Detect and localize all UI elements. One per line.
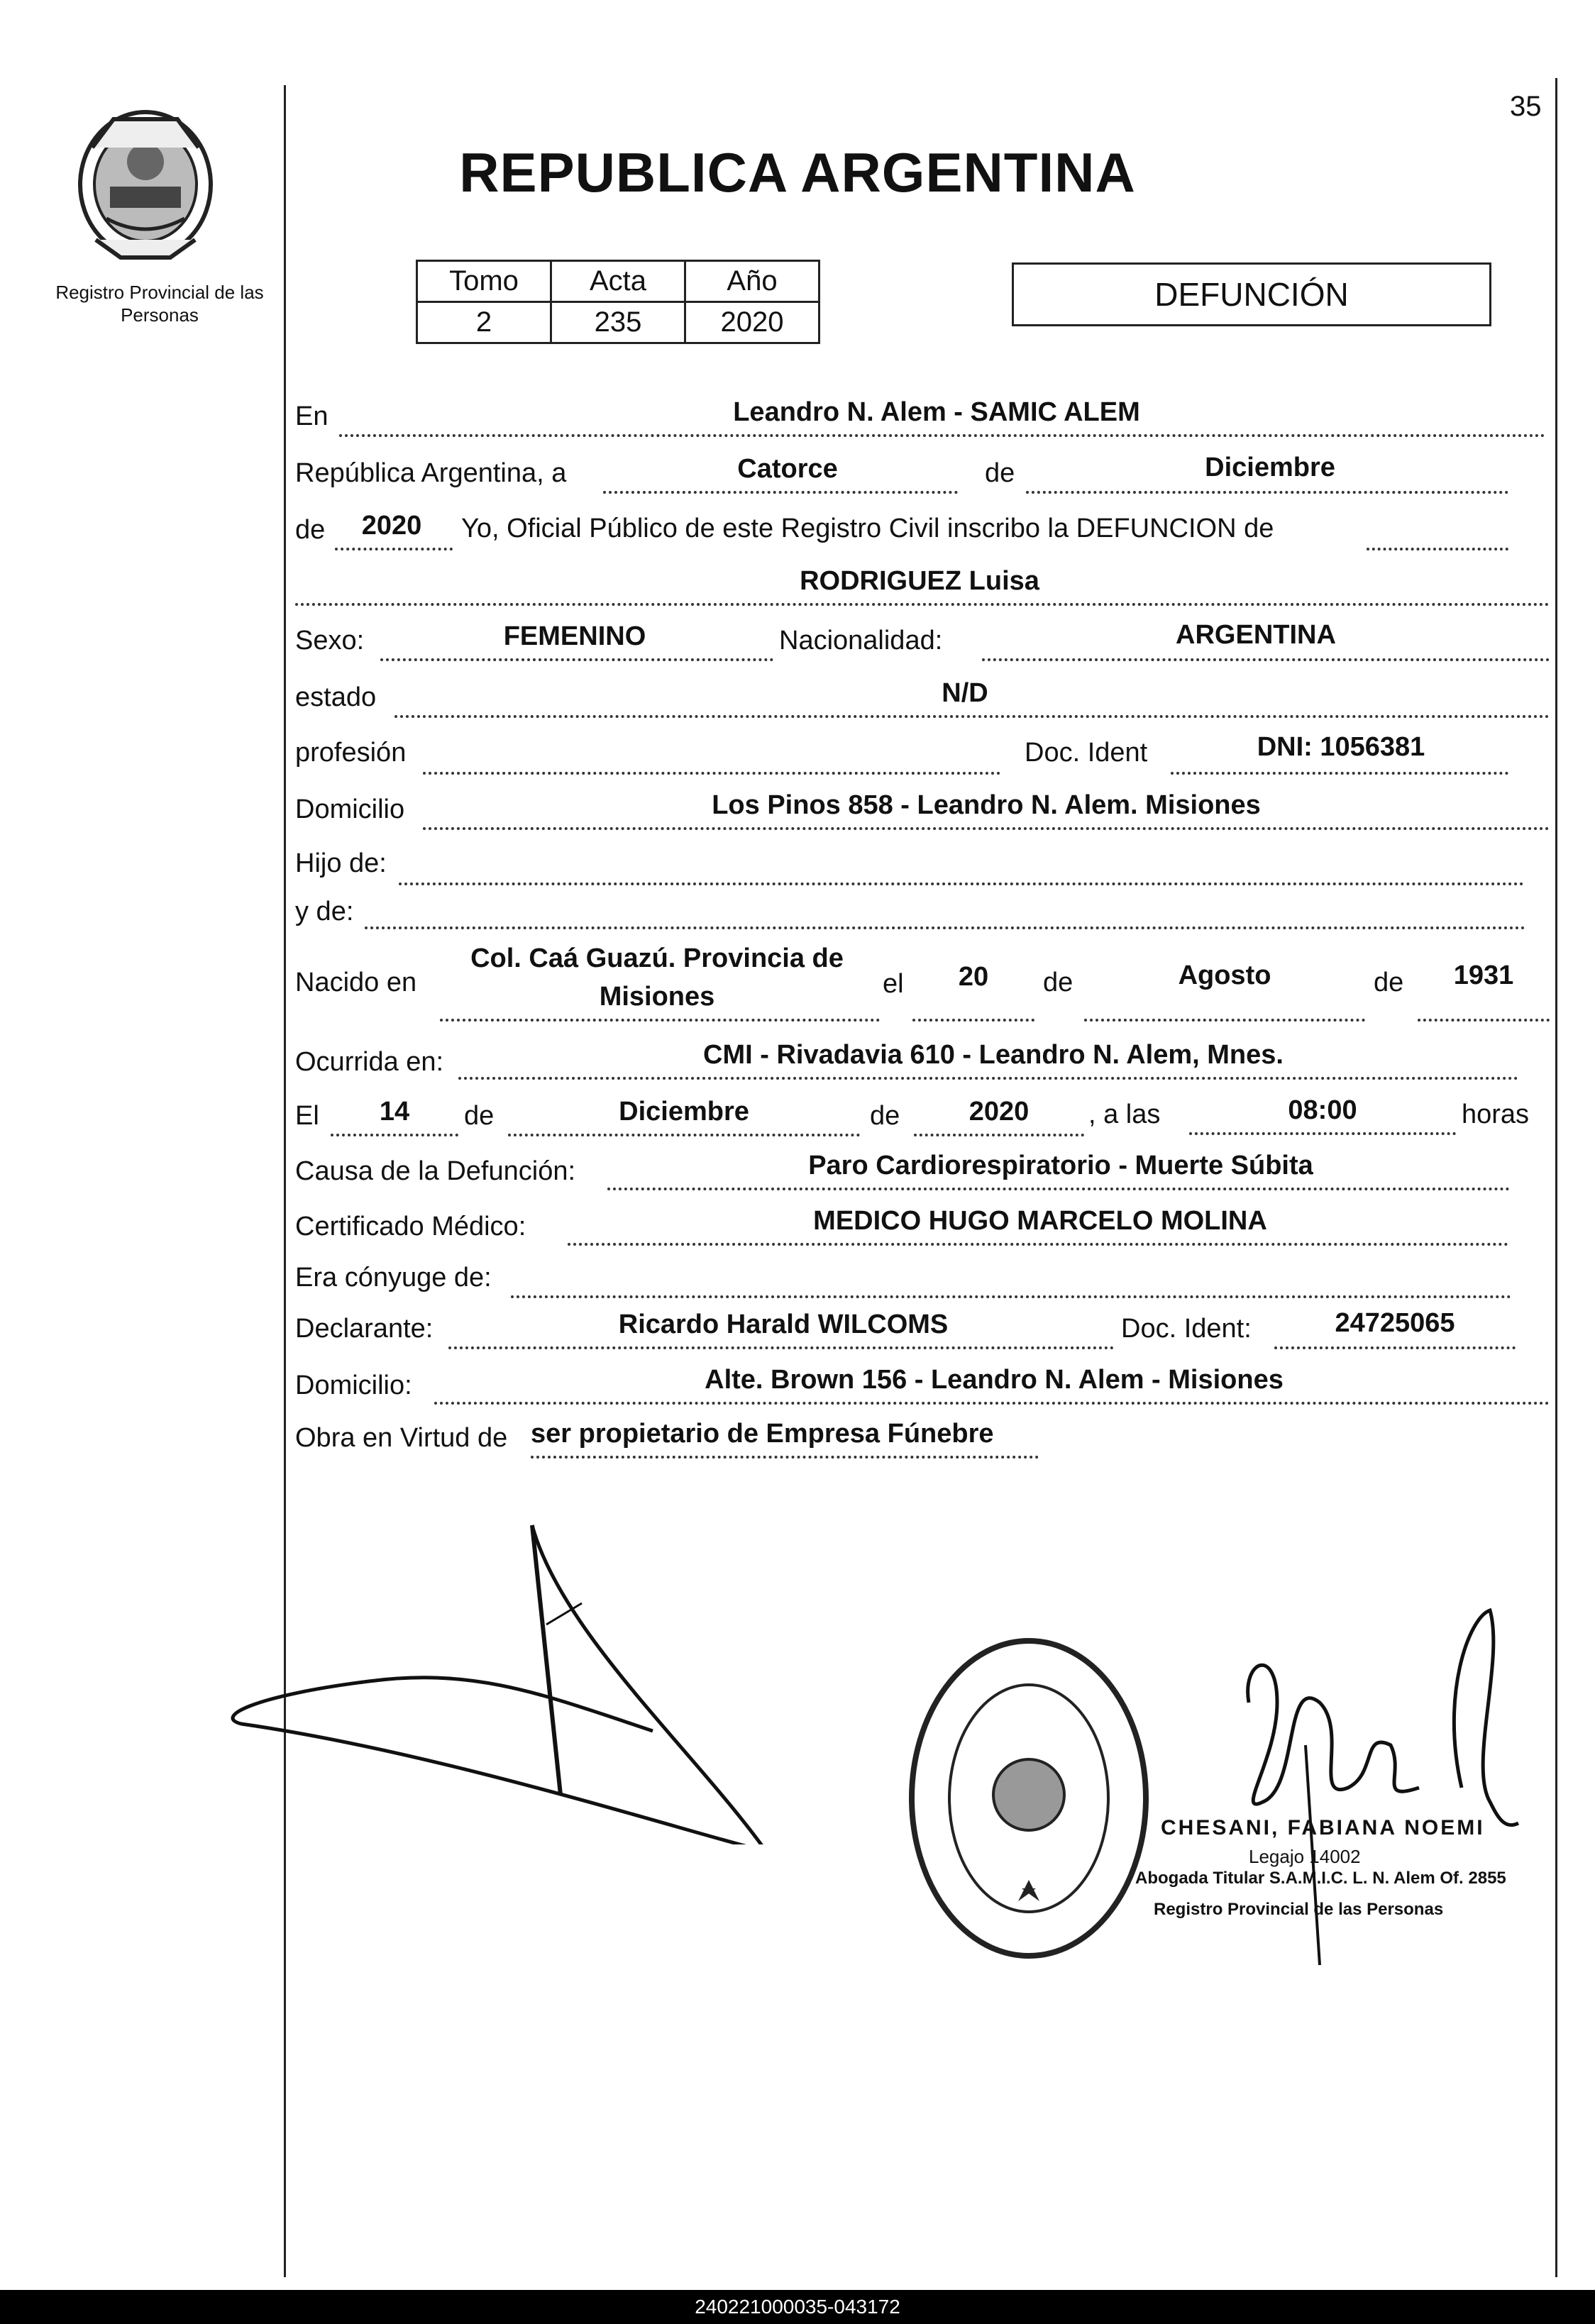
footer-code: 240221000035-043172 [0,2290,1595,2324]
profesion-label: profesión [295,738,407,768]
deceased-name: RODRIGUEZ Luisa [800,566,1039,596]
dotted-line [511,1295,1511,1298]
doc-ident: DNI: 1056381 [1257,732,1425,762]
decl-domicilio-label: Domicilio: [295,1371,412,1400]
ocurrida-label: Ocurrida en: [295,1047,444,1077]
domicilio: Los Pinos 858 - Leandro N. Alem. Misiones [712,790,1261,820]
death-day: 14 [379,1097,410,1127]
dotted-line [295,603,1550,606]
dotted-line [508,1134,860,1136]
value-acta: 235 [551,302,685,343]
dotted-line [982,658,1550,661]
causa: Paro Cardiorespiratorio - Muerte Súbita [808,1151,1313,1180]
sexo-label: Sexo: [295,626,365,655]
registry-stamp [901,1632,1157,1965]
dotted-line [434,1402,1550,1405]
death-year: 2020 [968,1097,1030,1127]
official-legajo: Legajo 14002 [1249,1846,1361,1867]
header-tomo: Tomo [417,261,551,302]
nacionalidad-label: Nacionalidad: [779,626,943,655]
de-label-2: de [1043,968,1074,997]
registry-label: Registro Provincial de las Personas [55,282,264,326]
nacido-lugar-line1: Col. Caá Guazú. Provincia de [470,944,844,973]
obra-label: Obra en Virtud de [295,1423,508,1453]
official-registry: Registro Provincial de las Personas [1154,1900,1444,1919]
decl-domicilio: Alte. Brown 156 - Leandro N. Alem - Misiones [705,1365,1284,1395]
dotted-line [380,658,773,661]
y-de-label: y de: [295,897,354,926]
dotted-line [912,1019,1034,1022]
dotted-line [1189,1132,1456,1135]
en-label: En [295,402,329,431]
dotted-line [339,434,1545,437]
de-label-4: de [464,1101,495,1131]
estado: N/D [942,678,988,708]
record-type-box: DEFUNCIÓN [1012,262,1491,326]
value-tomo: 2 [417,302,551,343]
nacionalidad: ARGENTINA [1176,620,1336,650]
year: 2020 [361,511,422,541]
dotted-line [331,1134,458,1136]
de-label-5: de [870,1101,900,1131]
causa-label: Causa de la Defunción: [295,1156,576,1186]
dotted-line [1418,1019,1550,1022]
estado-label: estado [295,682,377,712]
left-margin-line [284,85,286,2277]
declarant-signature [227,1518,823,1844]
death-time: 08:00 [1288,1095,1357,1125]
dotted-line [1171,772,1508,775]
dotted-line [394,715,1550,718]
inscribo-text: Yo, Oficial Público de este Registro Civil inscribo la DEFUNCION de [461,514,1274,543]
dotted-line [531,1456,1039,1459]
a-las-label: , a las [1088,1100,1161,1129]
el-label: el [883,969,904,999]
day-words: Catorce [737,454,838,484]
horas-label: horas [1462,1100,1530,1129]
domicilio-label: Domicilio [295,795,405,824]
ocurrida: CMI - Rivadavia 610 - Leandro N. Alem, Mnes. [703,1040,1284,1070]
official-title: Abogada Titular S.A.M.I.C. L. N. Alem Of. 2855 [1135,1869,1506,1888]
certificado: MEDICO HUGO MARCELO MOLINA [813,1206,1267,1236]
dotted-line [1084,1019,1365,1022]
dotted-line [914,1134,1084,1136]
republica-label: República Argentina, a [295,458,567,488]
declarante: Ricardo Harald WILCOMS [618,1310,949,1339]
nacido-lugar-line2: Misiones [599,982,715,1012]
document-title: REPUBLICA ARGENTINA [459,141,1136,204]
nacido-label: Nacido en [295,968,417,997]
de-label: de [985,458,1015,488]
conyuge-label: Era cónyuge de: [295,1263,492,1293]
birth-day: 20 [958,962,989,992]
decl-doc: 24725065 [1335,1308,1455,1338]
official-signature [1135,1589,1589,1986]
dotted-line [365,926,1525,929]
dotted-line [458,1077,1518,1080]
birth-month: Agosto [1178,961,1271,990]
dotted-line [335,548,453,550]
dotted-line [1026,491,1508,494]
record-table [416,260,820,344]
sexo: FEMENINO [503,621,646,651]
dotted-line [1367,548,1508,550]
dotted-line [440,1019,880,1022]
de-label-3: de [1374,968,1404,997]
death-month: Diciembre [619,1097,749,1127]
declarante-label: Declarante: [295,1314,434,1344]
dotted-line [448,1346,1114,1349]
official-name: CHESANI, FABIANA NOEMI [1161,1816,1485,1839]
dotted-line [399,882,1524,885]
hijo-label: Hijo de: [295,848,387,878]
dotted-line [1274,1346,1516,1349]
value-ano: 2020 [685,302,819,343]
dotted-line [423,772,1000,775]
doc-ident-label: Doc. Ident [1025,738,1148,768]
month: Diciembre [1205,453,1335,482]
decl-doc-label: Doc. Ident: [1121,1314,1252,1344]
obra: ser propietario de Empresa Fúnebre [531,1419,994,1449]
header-ano: Año [685,261,819,302]
en-value: Leandro N. Alem - SAMIC ALEM [733,397,1140,427]
dotted-line [423,827,1550,830]
el2-label: El [295,1101,319,1131]
dotted-line [607,1188,1510,1190]
certificado-label: Certificado Médico: [295,1212,526,1241]
dotted-line [603,491,958,494]
year-label: de [295,515,326,545]
dotted-line [568,1243,1508,1246]
header-acta: Acta [551,261,685,302]
birth-year: 1931 [1453,961,1514,990]
page-number: 35 [1510,91,1542,122]
